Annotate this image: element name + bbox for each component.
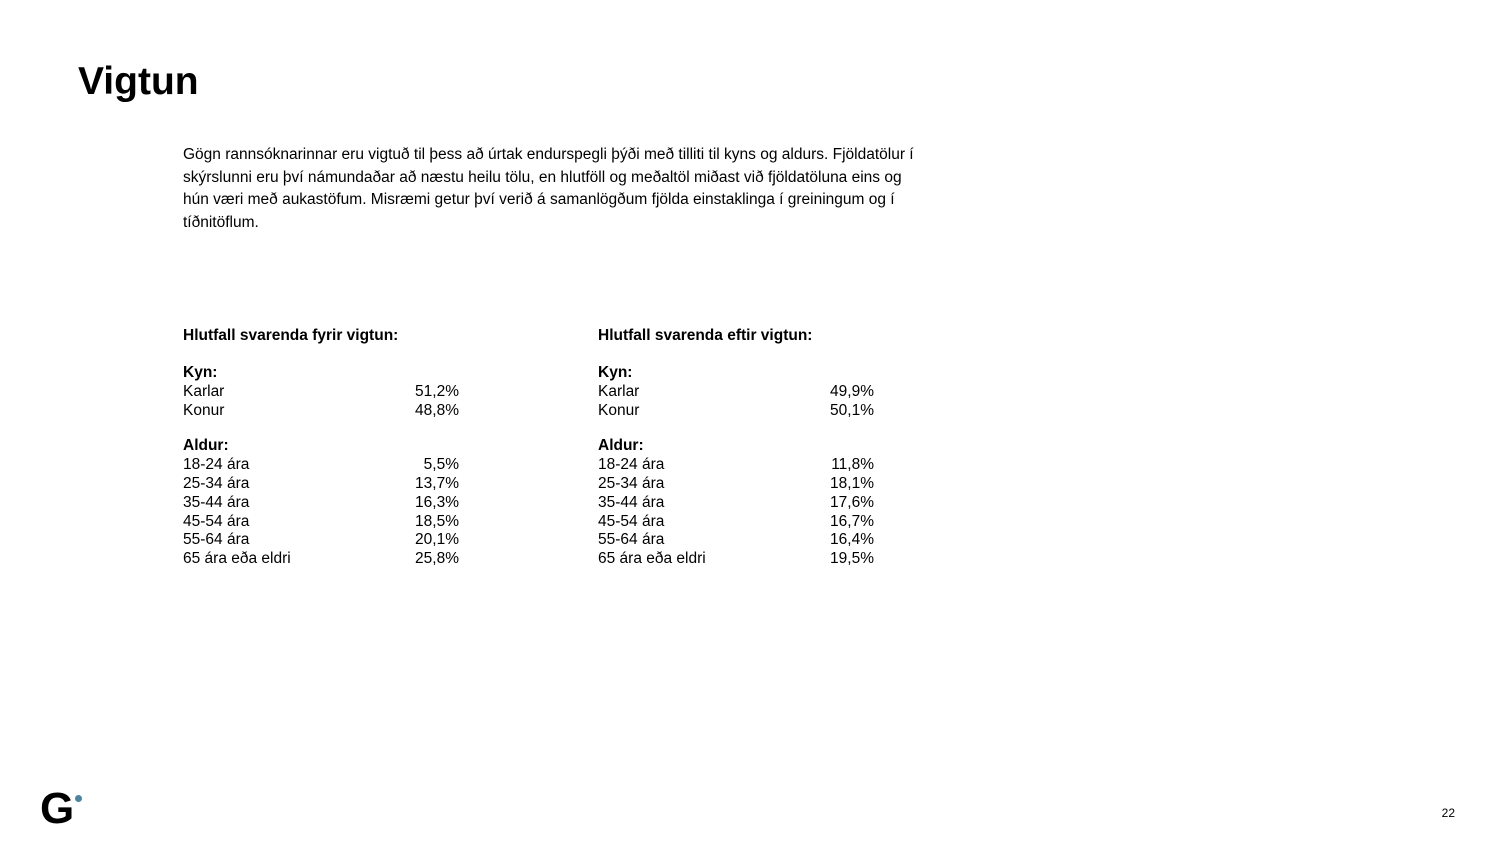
table-row (598, 550, 888, 569)
intro-line: Gögn rannsóknarinnar eru vigtuð til þess að úrtak endurspegli þýði með tilliti til kyns og aldurs. Fjöldatölur í (183, 146, 914, 163)
row-value: 48,8% (415, 401, 459, 419)
table-row (598, 456, 888, 475)
row-label: 65 ára eða eldri (183, 550, 291, 568)
row-label: Karlar (598, 382, 640, 400)
after-weighting-table (598, 326, 888, 569)
row-label: 35-44 ára (183, 493, 250, 511)
row-label: Karlar (183, 382, 225, 400)
table-row (183, 456, 473, 475)
after-heading: Hlutfall svarenda eftir vigtun: (598, 327, 813, 344)
table-row (183, 383, 473, 402)
row-label: 65 ára eða eldri (598, 550, 706, 568)
row-value: 16,7% (830, 512, 874, 530)
intro-line: skýrslunni eru því námundaðar að næstu heilu tölu, en hlutföll og meðaltöl miðast við fjöldatöluna eins og (183, 168, 902, 186)
row-value: 18,5% (415, 512, 459, 530)
table-row (183, 494, 473, 513)
table-row (183, 402, 473, 421)
table-row (598, 494, 888, 513)
gender-heading: Kyn: (183, 364, 218, 381)
table-row (598, 402, 888, 421)
gender-heading: Kyn: (598, 364, 633, 381)
row-value: 25,8% (415, 550, 459, 568)
row-label: 45-54 ára (183, 512, 250, 530)
row-label: Konur (183, 401, 225, 419)
row-value: 13,7% (415, 474, 459, 492)
row-value: 16,4% (830, 531, 874, 549)
before-heading: Hlutfall svarenda fyrir vigtun: (183, 327, 399, 344)
table-row (183, 475, 473, 494)
before-weighting-table (183, 326, 473, 569)
row-value: 20,1% (415, 531, 459, 549)
logo-dot-icon (75, 795, 82, 802)
row-label: 55-64 ára (183, 531, 250, 549)
row-label: 35-44 ára (598, 493, 665, 511)
row-value: 17,6% (830, 493, 874, 511)
row-value: 19,5% (830, 550, 874, 568)
row-label: 45-54 ára (598, 512, 665, 530)
page-number: 22 (1441, 806, 1455, 820)
row-value: 18,1% (830, 474, 874, 492)
logo-letter: G (40, 784, 75, 833)
row-label: 18-24 ára (183, 456, 250, 474)
row-value: 51,2% (415, 382, 459, 400)
table-row (598, 531, 888, 550)
row-value: 49,9% (830, 382, 874, 400)
row-label: 25-34 ára (183, 474, 250, 492)
table-row (183, 513, 473, 532)
row-label: 18-24 ára (598, 456, 665, 474)
table-row (183, 550, 473, 569)
table-row (598, 513, 888, 532)
row-value: 5,5% (423, 456, 459, 474)
page-title: Vigtun (78, 60, 199, 103)
row-label: Konur (598, 401, 640, 419)
intro-line: hún væri með aukastöfum. Misræmi getur því verið á samanlögðum fjölda einstaklinga í greiningum og í (183, 191, 895, 208)
row-value: 11,8% (831, 456, 874, 474)
row-value: 50,1% (830, 401, 874, 419)
row-value: 16,3% (415, 493, 459, 511)
table-row (598, 475, 888, 494)
age-heading: Aldur: (598, 437, 644, 455)
table-row (183, 531, 473, 550)
row-label: 55-64 ára (598, 531, 665, 549)
intro-line: tíðnitöflum. (183, 213, 259, 231)
table-row (598, 383, 888, 402)
row-label: 25-34 ára (598, 474, 665, 492)
age-heading: Aldur: (183, 437, 229, 455)
intro-paragraph (183, 144, 1003, 234)
company-logo (40, 786, 90, 836)
